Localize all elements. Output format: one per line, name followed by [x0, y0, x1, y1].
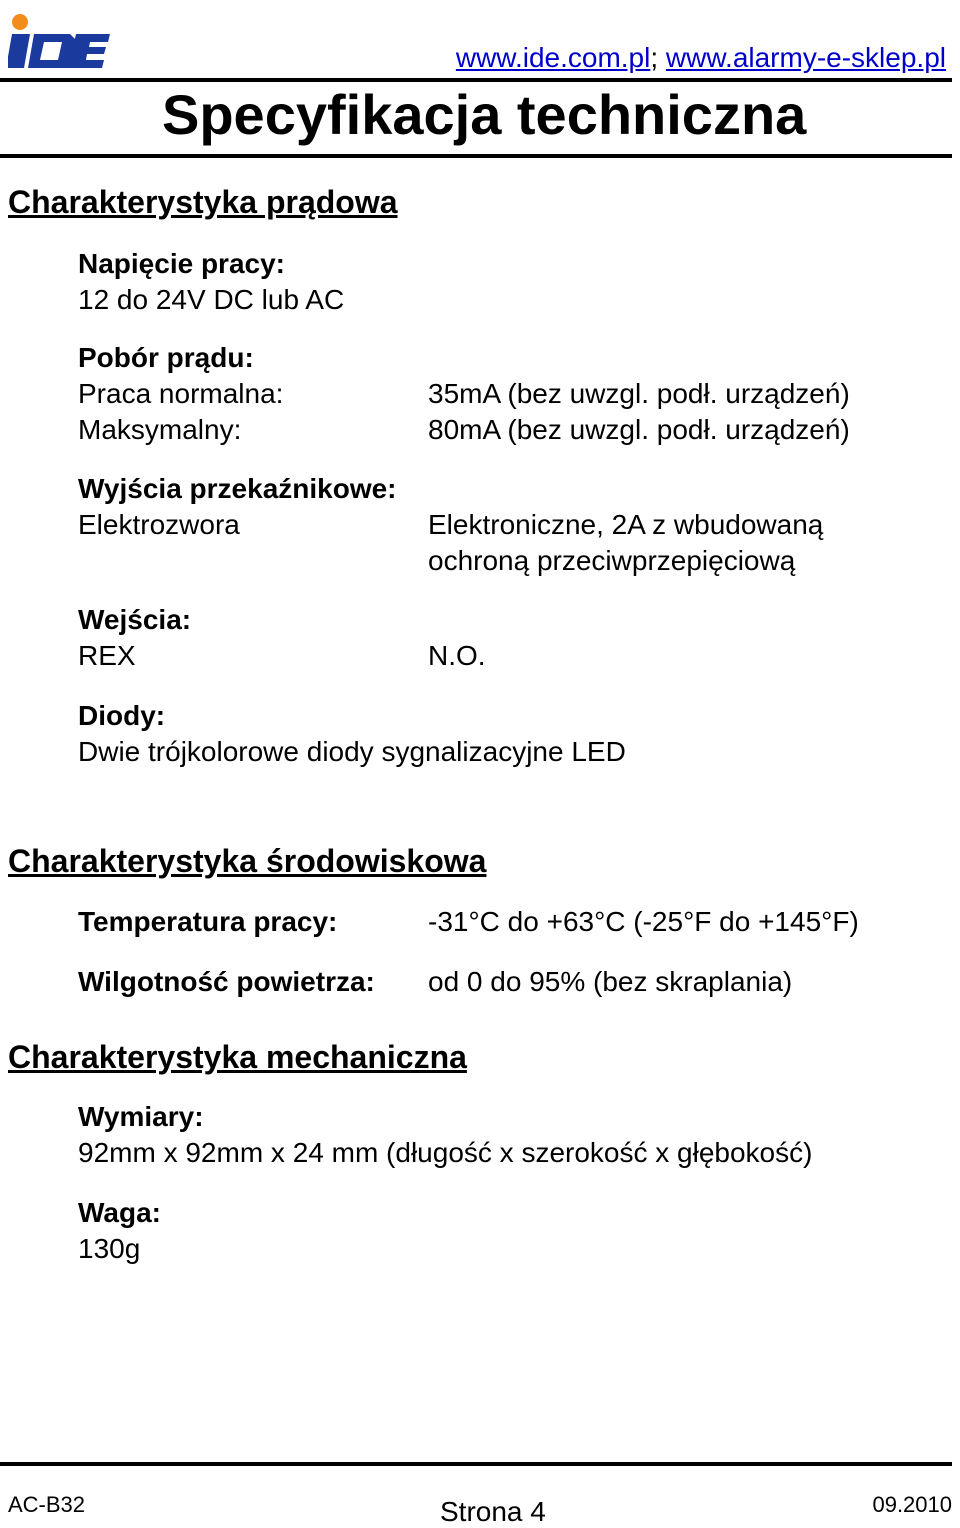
voltage-value: 12 do 24V DC lub AC	[78, 284, 345, 315]
link-ide[interactable]: www.ide.com.pl	[455, 42, 651, 73]
temp-value: -31°C do +63°C (-25°F do +145°F)	[428, 906, 859, 937]
section-environment-heading: Charakterystyka środowiskowa	[8, 843, 487, 879]
dims-label: Wymiary:	[78, 1101, 204, 1132]
relay-name: Elektrozwora	[78, 509, 240, 540]
link-alarmy-e-sklep[interactable]: www.alarmy-e-sklep.pl	[665, 42, 946, 73]
leds-value: Dwie trójkolorowe diody sygnalizacyjne LED	[78, 736, 626, 767]
title-rule	[0, 154, 952, 158]
footer-rule	[0, 1462, 952, 1466]
normal-value: 35mA (bez uwzgl. podł. urządzeń)	[428, 378, 850, 409]
humidity-label: Wilgotność powietrza:	[78, 966, 375, 997]
footer-model: AC-B32	[8, 1492, 86, 1517]
relay-label: Wyjścia przekaźnikowe:	[78, 473, 397, 504]
inputs-value: N.O.	[428, 640, 486, 671]
section-mechanical-heading: Charakterystyka mechaniczna	[8, 1039, 467, 1075]
relay-value-line2: ochroną przeciwprzepięciową	[428, 545, 796, 576]
max-value: 80mA (bez uwzgl. podł. urządzeń)	[428, 414, 850, 445]
footer-date: 09.2010	[872, 1492, 952, 1517]
weight-label: Waga:	[78, 1197, 161, 1228]
link-separator: ;	[650, 42, 659, 73]
max-label: Maksymalny:	[78, 414, 242, 445]
dims-value: 92mm x 92mm x 24 mm (długość x szerokość x głębokość)	[78, 1137, 813, 1168]
section-current-heading: Charakterystyka prądowa	[8, 184, 398, 220]
header-links	[456, 42, 946, 74]
temp-label: Temperatura pracy:	[78, 906, 338, 937]
voltage-label: Napięcie pracy:	[78, 248, 285, 279]
humidity-value: od 0 do 95% (bez skraplania)	[428, 966, 793, 997]
relay-value-line1: Elektroniczne, 2A z wbudowaną	[428, 509, 824, 540]
weight-value: 130g	[78, 1233, 141, 1264]
leds-label: Diody:	[78, 700, 166, 731]
ide-logo	[8, 12, 110, 70]
page-title: Specyfikacja techniczna	[162, 83, 807, 146]
footer-page-number: Strona 4	[440, 1496, 546, 1527]
inputs-label: Wejścia:	[78, 604, 192, 635]
normal-label: Praca normalna:	[78, 378, 284, 409]
inputs-name: REX	[78, 640, 136, 671]
consumption-label: Pobór prądu:	[78, 342, 254, 373]
